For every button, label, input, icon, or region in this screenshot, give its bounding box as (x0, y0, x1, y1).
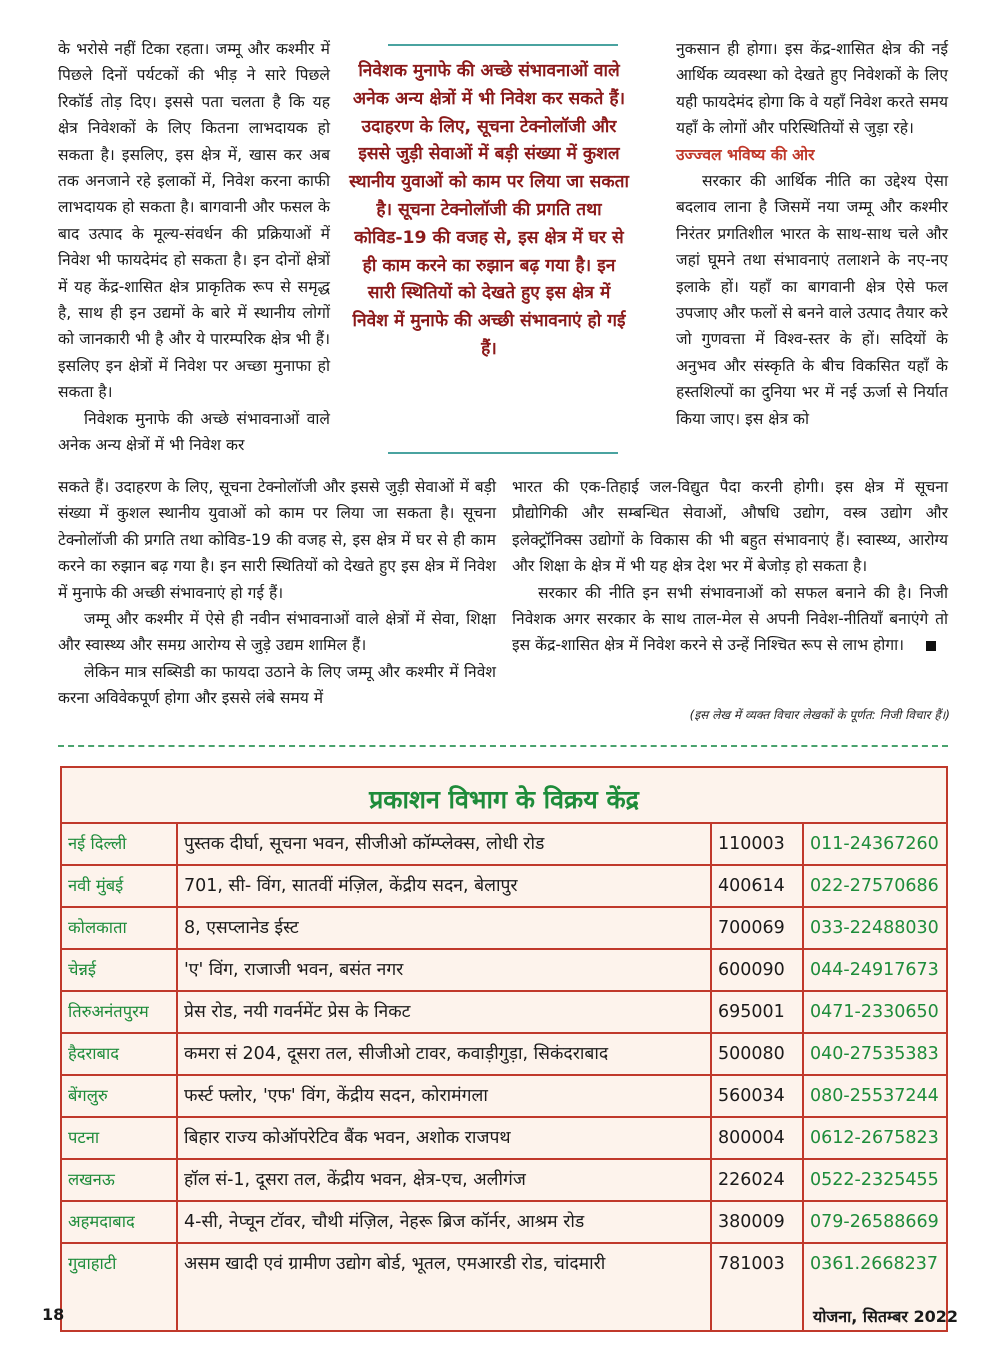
city-cell: बेंगलुरु (68, 1086, 108, 1105)
table-row (62, 990, 946, 1032)
pull-quote-top-rule (388, 44, 618, 46)
address-cell: हॉल सं-1, दूसरा तल, केंद्रीय भवन, क्षेत्र-एच, अलीगंज (184, 1170, 526, 1190)
pin-cell: 380009 (718, 1212, 785, 1232)
table-row (62, 1116, 946, 1158)
address-cell: 8, एसप्लानेड ईस्ट (184, 918, 299, 938)
bottom-right-para-1: भारत की एक-तिहाई जल-विद्युत पैदा करनी होगी। इस क्षेत्र में सूचना प्रौद्योगिकी और सम्बन्धित सेवाओं, औषधि उद्योग, वस्त्र उद्योग और इलेक्ट्रॉनिक्स उद्योगों के विकास की भी बहुत संभावनाएं हैं। स्वास्थ्य, आरोग्य और शिक्षा के क्षेत्र में भी यह क्षेत्र देश भर में बेजोड़ हो सकता है। (512, 478, 948, 576)
phone-cell: 040-27535383 (810, 1044, 939, 1064)
right-column (676, 36, 948, 432)
city-cell: अहमदाबाद (68, 1212, 135, 1231)
bottom-left-para-3: लेकिन मात्र सब्सिडी का फायदा उठाने के लिए जम्मू और कश्मीर में निवेश करना अविवेकपूर्ण होगा और इससे लंबे समय में (58, 662, 496, 708)
pin-cell: 226024 (718, 1170, 785, 1190)
address-cell: फर्स्ट फ्लोर, 'एफ' विंग, केंद्रीय सदन, कोरामंगला (184, 1086, 488, 1106)
pin-cell: 700069 (718, 918, 785, 938)
address-cell: प्रेस रोड, नयी गवर्नमेंट प्रेस के निकट (184, 1002, 411, 1022)
end-of-article-mark (926, 641, 936, 651)
bottom-left-column (58, 474, 496, 712)
city-cell: कोलकाता (68, 918, 127, 937)
city-cell: तिरुअनंतपुरम (68, 1002, 149, 1021)
page-number: 18 (42, 1305, 65, 1324)
table-row (62, 1200, 946, 1242)
bottom-right-column (512, 474, 948, 659)
pin-cell: 781003 (718, 1254, 785, 1274)
bottom-left-para-1: सकते हैं। उदाहरण के लिए, सूचना टेक्नोलॉजी और इससे जुड़ी सेवाओं में बड़ी संख्या में कुशल स्थानीय युवाओं को काम पर लिया जा सकता है। सूचना टेक्नोलॉजी की प्रगति तथा कोविड-19 की वजह से, इस क्षेत्र में घर से ही काम करने का रुझान बढ़ गया है। इन सारी स्थितियों को देखते हुए इस क्षेत्र में निवेश में मुनाफे की अच्छी संभावनाएं हो गई हैं। (58, 478, 496, 602)
table-row (62, 948, 946, 990)
pin-cell: 800004 (718, 1128, 785, 1148)
pull-quote: निवेशक मुनाफे की अच्छे संभावनाओं वाले अनेक अन्य क्षेत्रों में भी निवेश कर सकते हैं। उदाहरण के लिए, सूचना टेक्नोलॉजी और इससे जुड़ी सेवाओं में बड़ी संख्या में कुशल स्थानीय युवाओं को काम पर लिया जा सकता है। सूचना टेक्नोलॉजी की प्रगति तथा कोविड-19 की वजह से, इस क्षेत्र में घर से ही काम करने का रुझान बढ़ गया है। इन सारी स्थितियों को देखते हुए इस क्षेत्र में निवेश में मुनाफे की अच्छी संभावनाएं हो गई हैं। (349, 61, 629, 359)
table-row (62, 906, 946, 948)
phone-cell: 079-26588669 (810, 1212, 939, 1232)
city-cell: पटना (68, 1128, 100, 1147)
left-para-2: निवेशक मुनाफे की अच्छे संभावनाओं वाले अनेक अन्य क्षेत्रों में भी निवेश कर (58, 409, 330, 455)
address-cell: 'ए' विंग, राजाजी भवन, बसंत नगर (184, 960, 404, 980)
table-row (62, 864, 946, 906)
address-cell: पुस्तक दीर्घा, सूचना भवन, सीजीओ कॉम्प्लेक्स, लोधी रोड (184, 834, 545, 854)
pin-cell: 400614 (718, 876, 785, 896)
phone-cell: 011-24367260 (810, 834, 939, 854)
pin-cell: 600090 (718, 960, 785, 980)
city-cell: हैदराबाद (68, 1044, 120, 1063)
address-cell: 701, सी- विंग, सातवीं मंज़िल, केंद्रीय सदन, बेलापुर (184, 876, 518, 896)
table-row (62, 822, 946, 864)
pull-quote-bottom-rule (388, 452, 618, 454)
pin-cell: 560034 (718, 1086, 785, 1106)
city-cell: नवी मुंबई (68, 876, 124, 895)
phone-cell: 0471-2330650 (810, 1002, 939, 1022)
phone-cell: 0612-2675823 (810, 1128, 939, 1148)
city-cell: चेन्नई (68, 960, 96, 979)
table-row (62, 1158, 946, 1200)
city-cell: लखनऊ (68, 1170, 115, 1189)
right-para-1: नुकसान ही होगा। इस केंद्र-शासित क्षेत्र की नई आर्थिक व्यवस्था को देखते हुए निवेशकों के लिए यही फायदेमंद होगा कि वे यहाँ निवेश करते समय यहाँ के लोगों और परिस्थितियों से जुड़ा रहे। (676, 40, 948, 138)
subheading: उज्ज्वल भविष्य की ओर (676, 145, 815, 164)
table-row (62, 1074, 946, 1116)
address-cell: असम खादी एवं ग्रामीण उद्योग बोर्ड, भूतल, एमआरडी रोड, चांदमारी (184, 1254, 606, 1274)
address-cell: बिहार राज्य कोऑपरेटिव बैंक भवन, अशोक राजपथ (184, 1128, 511, 1148)
phone-cell: 0522-2325455 (810, 1170, 939, 1190)
pin-cell: 695001 (718, 1002, 785, 1022)
bottom-right-para-2-text: सरकार की नीति इन सभी संभावनाओं को सफल बनाने की है। निजी निवेशक अगर सरकार के साथ ताल-मेल से अपनी निवेश-नीतियाँ बनाएंगे तो इस केंद्र-शासित क्षेत्र में निवेश करने से उन्हें निश्चित रूप से लाभ होगा। (512, 583, 948, 655)
sales-centres-box (60, 766, 948, 1332)
phone-cell: 080-25537244 (810, 1086, 939, 1106)
table-row (62, 1242, 946, 1284)
address-cell: 4-सी, नेप्चून टॉवर, चौथी मंज़िल, नेहरू ब्रिज कॉर्नर, आश्रम रोड (184, 1212, 585, 1232)
sales-box-title: प्रकाशन विभाग के विक्रय केंद्र (369, 785, 639, 814)
right-para-2: सरकार की आर्थिक नीति का उद्देश्य ऐसा बदलाव लाना है जिसमें नया जम्मू और कश्मीर निरंतर प्रगतिशील भारत के साथ-साथ चले और जहां घूमने तथा संभावनाएं तलाशने के नए-नए इलाके हों। यहाँ का बागवानी क्षेत्र ऐसे फल उपजाए और फलों से बनने वाले उत्पाद तैयार करे जो गुणवत्ता में विश्व-स्तर के हों। सदियों के अनुभव और संस्कृति के बीच विकसित यहाँ के हस्तशिल्पों का दुनिया भर में नई ऊर्जा से निर्यात किया जाए। इस क्षेत्र को (676, 172, 948, 428)
pin-cell: 500080 (718, 1044, 785, 1064)
address-cell: कमरा सं 204, दूसरा तल, सीजीओ टावर, कवाड़ीगुड़ा, सिकंदराबाद (184, 1044, 609, 1064)
bottom-left-para-2: जम्मू और कश्मीर में ऐसे ही नवीन संभावनाओं वाले क्षेत्रों में सेवा, शिक्षा और स्वास्थ्य और समग्र आरोग्य से जुड़े उद्यम शामिल हैं। (58, 610, 496, 655)
table-row (62, 1032, 946, 1074)
phone-cell: 0361.2668237 (810, 1254, 939, 1274)
magazine-issue: योजना, सितम्बर 2022 (812, 1307, 958, 1326)
phone-cell: 033-22488030 (810, 918, 939, 938)
city-cell: नई दिल्ली (68, 834, 127, 853)
left-para-1: के भरोसे नहीं टिका रहता। जम्मू और कश्मीर में पिछले दिनों पर्यटकों की भीड़ ने सारे पिछले रिकॉर्ड तोड़ दिए। इससे पता चलता है कि यह क्षेत्र निवेशकों के लिए कितना लाभदायक हो सकता है। इसलिए, इस क्षेत्र में, खास कर अब तक अनजाने रहे इलाकों में, निवेश करना काफी लाभदायक हो सकता है। बागवानी और फसल के बाद उत्पाद के मूल्य-संवर्धन की प्रक्रियाओं में निवेश भी फायदेमंद हो सकता है। इन दोनों क्षेत्रों में यह केंद्र-शासित क्षेत्र प्राकृतिक रूप से समृद्ध है, साथ ही इन उद्यमों के बारे में स्थानीय लोगों को जानकारी भी है और ये पारम्परिक क्षेत्र भी हैं। इसलिए इन क्षेत्रों में निवेश पर अच्छा मुनाफा हो सकता है। (58, 40, 330, 402)
bottom-right-para-2 (512, 580, 948, 659)
section-divider (58, 745, 948, 747)
left-column (58, 36, 330, 459)
pin-cell: 110003 (718, 834, 785, 854)
disclaimer: (इस लेख में व्यक्त विचार लेखकों के पूर्णत: निजी विचार हैं।) (689, 708, 950, 722)
city-cell: गुवाहाटी (68, 1254, 117, 1273)
phone-cell: 022-27570686 (810, 876, 939, 896)
phone-cell: 044-24917673 (810, 960, 939, 980)
